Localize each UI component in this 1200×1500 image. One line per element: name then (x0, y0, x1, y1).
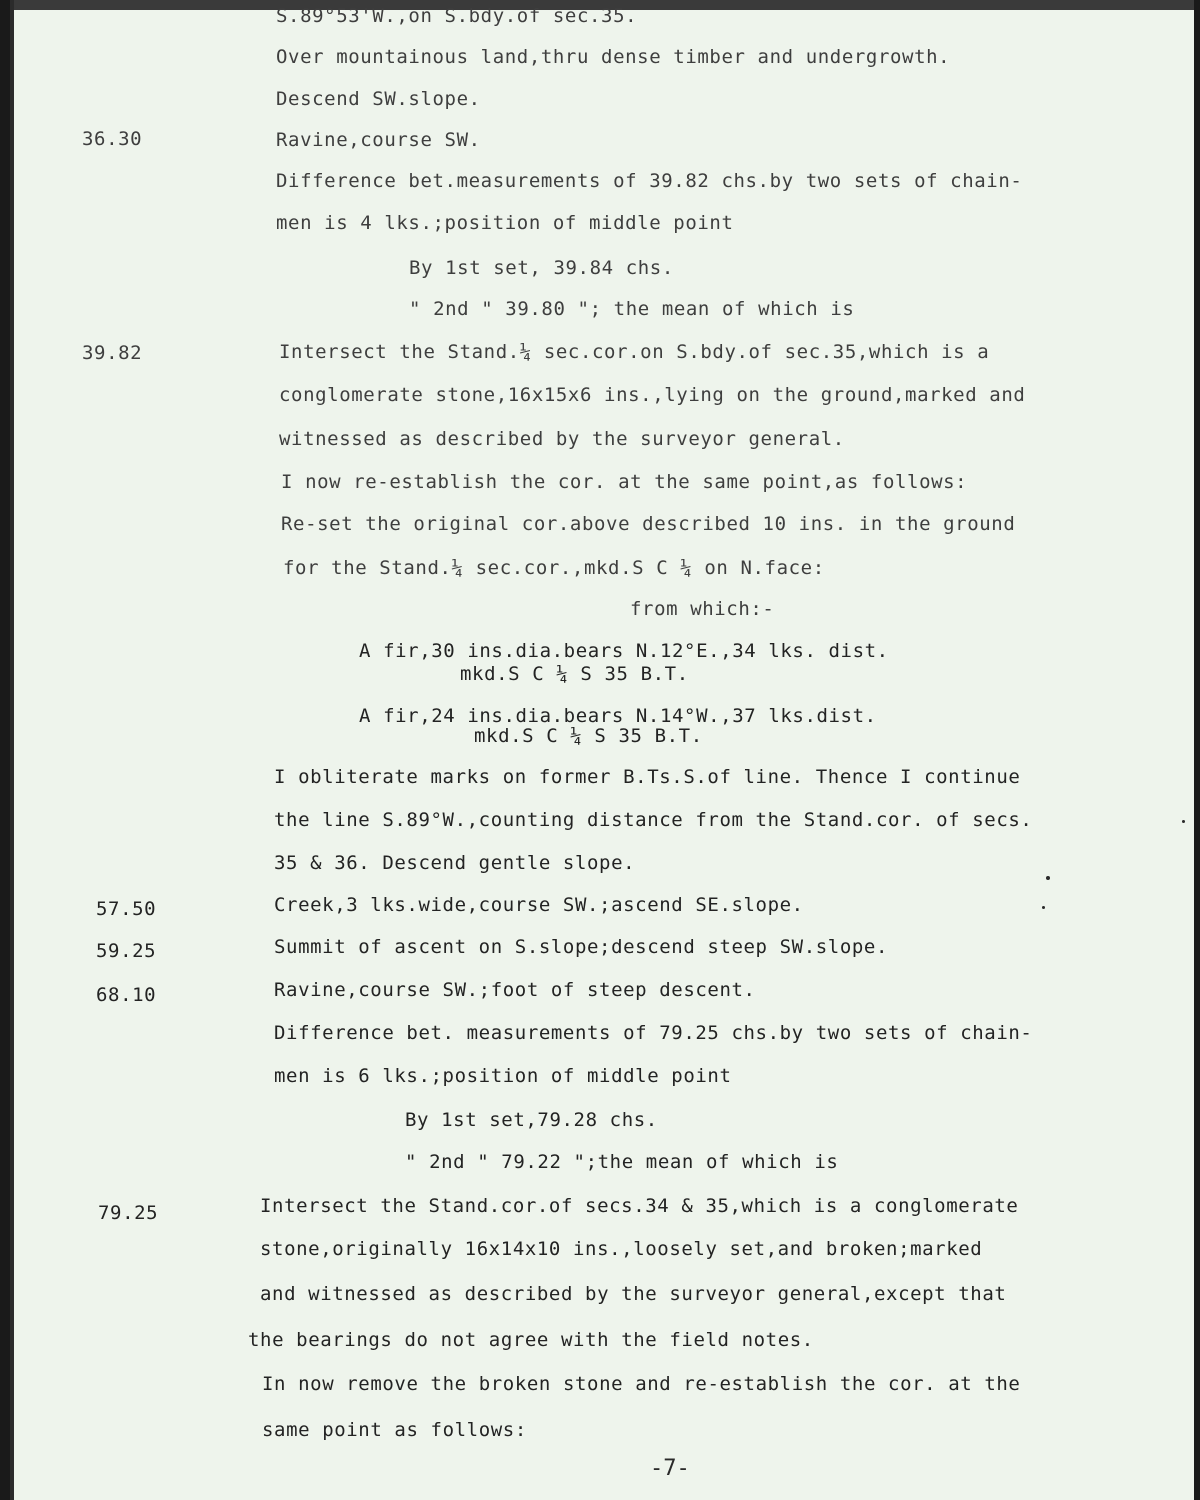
text-line: Difference bet. measurements of 79.25 chs.by two sets of chain- (274, 1022, 1033, 1044)
text-line: Re-set the original cor.above described 10 ins. in the ground (281, 513, 1016, 535)
bearing-tree-line: A fir,30 ins.dia.bears N.12°E.,34 lks. dist. (359, 640, 889, 662)
text-line: I obliterate marks on former B.Ts.S.of line. Thence I continue (274, 766, 1021, 788)
text-line: witnessed as described by the surveyor general. (279, 428, 845, 450)
text-line: S.89°53'W.,on S.bdy.of sec.35. (276, 5, 638, 27)
bearing-tree-marking: mkd.S C ¼ S 35 B.T. (460, 663, 689, 685)
ink-speck (1046, 876, 1050, 880)
text-line: the line S.89°W.,counting distance from the Stand.cor. of secs. (274, 809, 1033, 831)
distance-value: 59.25 (96, 940, 157, 962)
text-line: Intersect the Stand.cor.of secs.34 & 35,which is a conglomerate (260, 1195, 1019, 1217)
distance-value: 57.50 (96, 898, 157, 920)
text-line: stone,originally 16x14x10 ins.,loosely set,and broken;marked (260, 1238, 983, 1260)
text-line: conglomerate stone,16x15x6 ins.,lying on the ground,marked and (279, 384, 1026, 406)
text-line: Ravine,course SW.;foot of steep descent. (274, 979, 756, 1001)
text-line: men is 4 lks.;position of middle point (276, 212, 734, 234)
document-page (10, 0, 1194, 1500)
text-line: men is 6 lks.;position of middle point (274, 1065, 732, 1087)
text-line: for the Stand.¼ sec.cor.,mkd.S C ¼ on N.face: (283, 557, 825, 579)
text-line: Summit of ascent on S.slope;descend steep SW.slope. (274, 936, 888, 958)
text-line: Difference bet.measurements of 39.82 chs.by two sets of chain- (276, 170, 1023, 192)
text-line: " 2nd " 79.22 ";the mean of which is (405, 1151, 839, 1173)
distance-value: 36.30 (82, 128, 143, 150)
distance-value: 39.82 (82, 342, 143, 364)
ink-speck (1182, 820, 1185, 823)
text-line: " 2nd " 39.80 "; the mean of which is (409, 298, 855, 320)
distance-value: 79.25 (98, 1202, 159, 1224)
text-line: In now remove the broken stone and re-establish the cor. at the (262, 1373, 1021, 1395)
page-number: -7- (650, 1456, 690, 1481)
bearing-tree-marking: mkd.S C ¼ S 35 B.T. (474, 725, 703, 747)
text-line: By 1st set, 39.84 chs. (409, 257, 674, 279)
text-line: from which:- (630, 598, 775, 620)
text-line: Creek,3 lks.wide,course SW.;ascend SE.slope. (274, 894, 804, 916)
text-line: Over mountainous land,thru dense timber and undergrowth. (276, 46, 951, 68)
text-line: the bearings do not agree with the field notes. (248, 1329, 814, 1351)
text-line: Ravine,course SW. (276, 129, 481, 151)
text-line: Descend SW.slope. (276, 88, 481, 110)
distance-value: 68.10 (96, 984, 157, 1006)
ink-speck (1042, 906, 1045, 909)
text-line: 35 & 36. Descend gentle slope. (274, 852, 636, 874)
text-line: same point as follows: (262, 1419, 527, 1441)
bearing-tree-line: A fir,24 ins.dia.bears N.14°W.,37 lks.dist. (359, 705, 877, 727)
text-line: I now re-establish the cor. at the same point,as follows: (281, 471, 968, 493)
text-line: Intersect the Stand.¼ sec.cor.on S.bdy.of sec.35,which is a (279, 341, 990, 363)
text-line: and witnessed as described by the surveyor general,except that (260, 1283, 1007, 1305)
text-line: By 1st set,79.28 chs. (405, 1109, 658, 1131)
